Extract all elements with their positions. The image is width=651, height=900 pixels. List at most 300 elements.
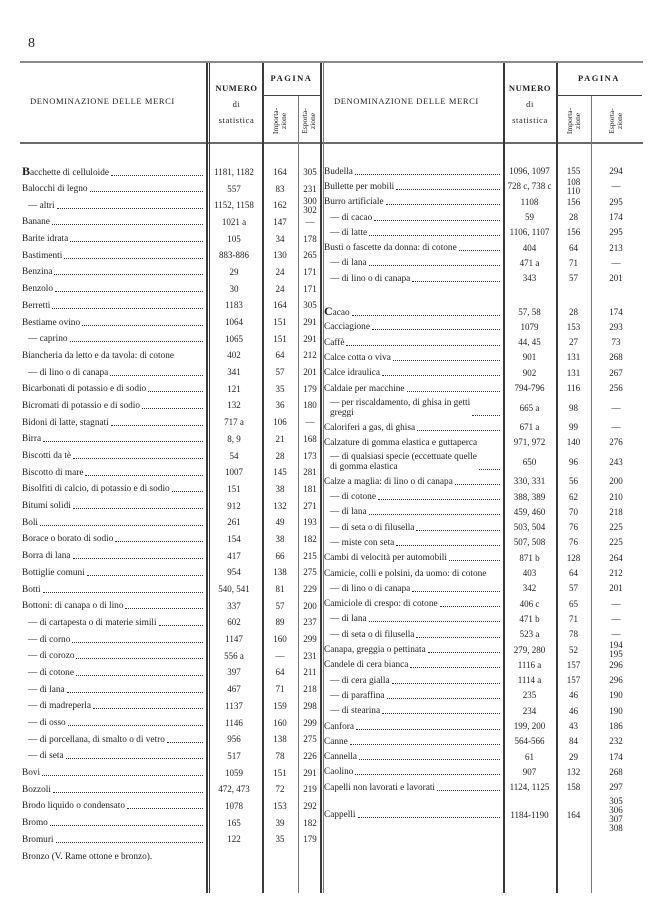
dot-leader [50, 825, 203, 826]
merce-label: Camicie, colli e polsini, da uomo: di cotone [324, 568, 487, 579]
dot-leader [53, 792, 203, 793]
merce-name [20, 251, 206, 261]
pagina-importazione: 131 [566, 352, 581, 363]
dot-leader [43, 441, 203, 442]
pagina-importazione: 27 [569, 337, 578, 348]
table-row [20, 314, 322, 331]
merce-name [20, 718, 206, 728]
pagina-esportazione: — [611, 629, 621, 640]
merce-name [20, 852, 206, 862]
numero-statistica: 883-886 [219, 250, 249, 261]
numero-statistica: 154 [227, 533, 241, 544]
merce-label: — per riscaldamento, di ghisa in getti greggi [330, 398, 471, 418]
pagina-importazione: 84 [569, 736, 578, 747]
pagina-esportazione: 173 [303, 450, 317, 461]
table-row [322, 304, 642, 319]
numero-statistica: 467 [227, 684, 241, 695]
dot-leader [142, 408, 203, 409]
pagina-esportazione: 174 [609, 212, 623, 223]
dot-leader [459, 250, 500, 251]
dot-leader [55, 291, 203, 292]
table-row [20, 364, 322, 381]
dot-leader [369, 514, 500, 515]
merce-name [322, 182, 503, 192]
table-row [20, 765, 322, 782]
pagina-importazione: 131 [566, 367, 581, 378]
table-row [20, 448, 322, 465]
merce-label: — di cera gialla [330, 675, 390, 686]
merce-label: Caolino [324, 767, 354, 778]
merce-label: Bacchette di celluloide [22, 164, 109, 179]
merce-name [322, 452, 503, 472]
merce-name [20, 551, 206, 561]
merce-label: Bidoni di latte, stagnati [22, 417, 109, 428]
pagina-esportazione: 168 [303, 433, 317, 444]
table-row [322, 673, 642, 688]
numero-statistica: 341 [227, 367, 241, 378]
merce-name [20, 301, 206, 311]
pagina-importazione: 132 [273, 500, 287, 511]
pagina-importazione: 106 [273, 417, 287, 428]
header-di: di [232, 99, 241, 109]
pagina-esportazione: — [611, 181, 621, 192]
pagina-esportazione: 194 195 [609, 640, 623, 660]
dot-leader [73, 458, 203, 459]
pagina-esportazione: 294 [609, 166, 623, 177]
dot-leader [355, 174, 500, 175]
dot-leader [369, 621, 500, 622]
pagina-importazione: 66 [275, 550, 285, 561]
merce-label: Canapa, greggia o pettinata [324, 645, 426, 656]
table-row [20, 498, 322, 515]
merce-label: Bicromati di potassio e di sodio [22, 400, 141, 411]
table-row [20, 832, 322, 849]
numero-statistica: 1183 [225, 300, 243, 311]
pagina-esportazione: 232 [609, 736, 623, 747]
merce-label: — di lana [330, 614, 367, 625]
pagina-esportazione: — [611, 422, 621, 432]
table-row [322, 335, 642, 350]
pagina-esportazione: 182 [303, 817, 317, 828]
pagina-importazione: 164 [273, 166, 287, 177]
table-row [20, 247, 322, 264]
dot-leader [472, 415, 500, 416]
pagina-importazione: 64 [569, 568, 578, 579]
dot-leader [396, 545, 500, 546]
pagina-importazione: 21 [275, 433, 285, 444]
numero-statistica: 1137 [225, 700, 243, 711]
dot-leader [369, 265, 500, 266]
numero-statistica: 199, 200 [513, 721, 546, 732]
merce-name [322, 243, 503, 253]
pagina-esportazione: 291 [303, 767, 317, 778]
pagina-esportazione: 225 [609, 537, 623, 548]
numero-statistica: 471 a [519, 257, 540, 268]
dot-leader [82, 325, 203, 326]
pagina-esportazione: 295 [609, 227, 623, 238]
merce-name [20, 418, 206, 428]
pagina-esportazione: 180 [303, 400, 317, 411]
numero-statistica: 132 [227, 400, 241, 411]
table-row [20, 414, 322, 431]
numero-statistica: 1152, 1158 [214, 200, 254, 211]
numero-statistica: 406 c [519, 598, 540, 609]
merce-label: — di cartapesta o di materie simili [28, 617, 157, 628]
table-row [322, 535, 642, 550]
merce-label: Botti [22, 584, 41, 595]
numero-statistica: 388, 389 [513, 491, 546, 502]
merce-label: Barite idrata [22, 234, 69, 245]
dot-leader [67, 692, 203, 693]
dot-leader [412, 591, 500, 592]
table-row [20, 264, 322, 281]
pagina-esportazione: 264 [609, 552, 623, 563]
pagina-importazione: 38 [275, 483, 285, 494]
pagina-esportazione: 298 [303, 700, 317, 711]
numero-statistica: 330, 331 [513, 476, 546, 487]
dot-leader [56, 842, 203, 843]
numero-statistica: 234 [522, 705, 537, 716]
merce-name [20, 835, 206, 845]
pagina-importazione: 43 [569, 721, 578, 732]
pagina-esportazione: 226 [303, 750, 317, 761]
pagina-importazione: 34 [275, 233, 285, 244]
numero-statistica: 105 [227, 233, 241, 244]
pagina-importazione: 156 [566, 196, 581, 207]
dot-leader [110, 375, 203, 376]
numero-statistica: 1096, 1097 [509, 166, 550, 177]
table-row [20, 381, 322, 398]
merce-label: — di seta o di filusella [330, 522, 415, 533]
numero-statistica: 564-566 [514, 736, 545, 747]
pagina-importazione: 35 [275, 834, 285, 845]
pagina-esportazione: 200 [303, 600, 317, 611]
pagina-esportazione: — [305, 216, 315, 227]
header-importazione-right: Importa- zione [565, 107, 582, 135]
dot-leader [392, 683, 500, 684]
pagina-esportazione: 292 [303, 800, 317, 811]
merce-name [322, 630, 503, 640]
merce-name [322, 538, 503, 548]
merce-name [322, 783, 503, 793]
table-row [20, 731, 322, 748]
pagina-importazione: 46 [569, 705, 578, 716]
merce-label: Bovi [22, 768, 41, 779]
pagina-importazione: 71 [275, 684, 285, 695]
table-row [322, 566, 642, 581]
pagina-esportazione: 212 [609, 568, 623, 579]
pagina-importazione: 83 [275, 183, 285, 194]
header-numero: NUMERO [215, 83, 258, 93]
table-row [322, 612, 642, 627]
table-row [20, 531, 322, 548]
table-body-right [322, 164, 642, 835]
numero-statistica: 57, 58 [518, 306, 541, 317]
table-row [322, 366, 642, 381]
merce-label: Canfora [324, 721, 354, 732]
table-row [20, 715, 322, 732]
merce-label: Bromo [22, 818, 48, 829]
numero-statistica: 403 [522, 568, 537, 579]
table-row [20, 197, 322, 214]
pagina-esportazione: 291 [303, 333, 317, 344]
pagina-esportazione: 171 [303, 266, 317, 277]
merce-name [322, 676, 503, 686]
dot-leader [378, 499, 500, 500]
merce-name [20, 501, 206, 511]
merce-label: — di corozo [28, 651, 75, 662]
table-row [322, 240, 642, 255]
merce-label: Bullette per mobili [324, 181, 395, 192]
merce-label: — di lana [330, 258, 367, 269]
numero-statistica: 1181, 1182 [214, 166, 254, 177]
merce-name [322, 767, 503, 777]
pagina-importazione: 138 [273, 567, 287, 578]
numero-statistica: 122 [227, 834, 241, 845]
pagina-esportazione: 201 [609, 273, 623, 284]
merce-name [322, 398, 503, 418]
table-row [20, 214, 322, 231]
merce-name [322, 691, 503, 701]
pagina-importazione: 64 [275, 667, 285, 678]
pagina-importazione: 71 [569, 257, 578, 268]
dot-leader [54, 274, 203, 275]
pagina-esportazione: 212 [303, 350, 317, 361]
pagina-esportazione: 178 [303, 233, 317, 244]
merce-label: — di lana [330, 507, 367, 518]
table-row [20, 748, 322, 765]
table-row [20, 431, 322, 448]
merce-name [322, 492, 503, 502]
pagina-importazione: 151 [273, 767, 287, 778]
numero-statistica: 397 [227, 667, 241, 678]
pagina-importazione: 78 [275, 750, 285, 761]
pagina-esportazione: 305 [303, 166, 317, 177]
dot-leader [358, 817, 501, 818]
merce-label: Biscotti da tè [22, 451, 72, 462]
merce-name [322, 507, 503, 517]
dot-leader [352, 315, 500, 316]
pagina-esportazione: 267 [609, 367, 623, 378]
numero-statistica: 1021 a [221, 216, 247, 227]
merce-name [322, 353, 503, 363]
table-row [20, 164, 322, 181]
numero-statistica: 871 b [519, 552, 540, 563]
numero-statistica: 728 c, 738 c [507, 181, 552, 192]
pagina-esportazione: 186 [609, 721, 623, 732]
merce-label: — di cacao [330, 212, 373, 223]
merce-label: Budella [324, 166, 353, 177]
pagina-esportazione: 179 [303, 383, 317, 394]
merce-label: — di qualsiasi specie (eccettuate quelle di gomma elastica [330, 452, 477, 473]
table-row [322, 396, 642, 420]
merce-label: Birra [22, 434, 42, 445]
merce-label: Cacao [324, 304, 350, 319]
numero-statistica: 665 a [519, 402, 540, 413]
pagina-importazione: 164 [273, 300, 287, 311]
pagina-esportazione: 275 [303, 734, 317, 745]
pagina-esportazione: 218 [609, 506, 623, 517]
table-row [322, 420, 642, 435]
pagina-esportazione: 299 [303, 634, 317, 645]
pagina-esportazione: 281 [303, 467, 317, 478]
merce-label: — altri [28, 200, 55, 211]
dot-leader [52, 308, 203, 309]
dot-leader [57, 208, 203, 209]
merce-name [322, 213, 503, 223]
numero-statistica: 717 a [224, 417, 244, 428]
merce-name [322, 228, 503, 238]
merce-name [322, 306, 503, 318]
numero-statistica: 671 a [519, 422, 540, 432]
pagina-importazione: 24 [275, 283, 285, 294]
dot-leader [52, 224, 203, 225]
dot-leader [73, 508, 203, 509]
merce-name [20, 184, 206, 194]
pagina-importazione: 157 [566, 675, 581, 686]
table-row [322, 640, 642, 660]
table-row [322, 450, 642, 474]
merce-name [20, 568, 206, 578]
numero-statistica: 902 [522, 367, 537, 378]
pagina-importazione: 153 [566, 321, 581, 332]
header-pagina-right: PAGINA [578, 73, 620, 83]
numero-statistica: 1078 [225, 800, 243, 811]
dot-leader [85, 475, 203, 476]
pagina-importazione: 28 [569, 212, 578, 223]
merce-label: Cambi di velocità per automobili [324, 553, 447, 564]
dot-leader [111, 175, 203, 176]
dot-leader [172, 491, 203, 492]
header-esportazione: Esporta- zione [300, 108, 317, 134]
merce-name [20, 434, 206, 444]
table-row [20, 398, 322, 415]
merce-label: Borace o borato di sodio [22, 534, 114, 545]
pagina-esportazione: 297 [609, 782, 623, 793]
merce-name [322, 569, 503, 579]
pagina-importazione: 151 [273, 317, 287, 328]
merce-name [20, 801, 206, 811]
pagina-importazione: 151 [273, 333, 287, 344]
index-table-left [20, 63, 322, 893]
numero-statistica: 503, 504 [513, 522, 546, 533]
table-row [322, 658, 642, 673]
merce-name [322, 477, 503, 487]
pagina-esportazione: 265 [303, 250, 317, 261]
pagina-importazione: 156 [566, 227, 581, 238]
dot-leader [167, 742, 203, 743]
merce-label: Benzina [22, 267, 53, 278]
pagina-importazione: 145 [273, 467, 287, 478]
table-row [322, 350, 642, 365]
pagina-esportazione: 299 [303, 717, 317, 728]
numero-statistica: 402 [227, 350, 241, 361]
pagina-importazione: 128 [566, 552, 581, 563]
pagina-importazione: 57 [275, 600, 285, 611]
table-row [322, 210, 642, 225]
merce-label: — caprino [28, 334, 68, 345]
numero-statistica: 30 [229, 283, 239, 294]
merce-label: Capelli non lavorati e lavorati [324, 782, 436, 793]
dot-leader [68, 725, 203, 726]
pagina-esportazione: 231 [303, 183, 317, 194]
index-table-right [322, 63, 642, 893]
dot-leader [350, 744, 500, 745]
dot-leader [43, 592, 203, 593]
dot-leader [90, 191, 203, 192]
numero-statistica: 1108 [520, 196, 539, 207]
merce-label: — miste con seta [330, 537, 395, 548]
numero-statistica: 954 [227, 567, 241, 578]
pagina-importazione: 164 [566, 809, 581, 820]
dot-leader [416, 637, 500, 638]
table-row [20, 281, 322, 298]
table-row [20, 615, 322, 632]
pagina-esportazione: 305 306 307 308 [609, 796, 623, 834]
merce-name [20, 217, 206, 227]
dot-leader [382, 713, 500, 714]
merce-name [20, 751, 206, 761]
pagina-esportazione: 218 [303, 684, 317, 695]
pagina-esportazione: 174 [609, 306, 623, 317]
pagina-esportazione: 293 [609, 321, 623, 332]
pagina-importazione: 159 [273, 700, 287, 711]
merce-name [20, 468, 206, 478]
pagina-importazione: 49 [275, 517, 285, 528]
numero-statistica: 956 [227, 734, 241, 745]
merce-name [322, 722, 503, 732]
pagina-esportazione: 225 [609, 522, 623, 533]
table-row [20, 464, 322, 481]
merce-name [20, 201, 206, 211]
merce-name [20, 735, 206, 745]
merce-name [322, 523, 503, 533]
dot-leader [346, 345, 500, 346]
dot-leader [355, 774, 500, 775]
merce-name [20, 785, 206, 795]
numero-statistica: 1114 a [517, 675, 542, 686]
table-row [322, 164, 642, 179]
merce-label: — di stearina [330, 706, 381, 717]
pagina-importazione: 155 [566, 166, 581, 177]
numero-statistica: 517 [227, 750, 241, 761]
table-row [20, 231, 322, 248]
dot-leader [382, 375, 500, 376]
table-row [20, 665, 322, 682]
pagina-esportazione: 73 [611, 337, 621, 348]
dot-leader [127, 808, 203, 809]
numero-statistica: 1124, 1125 [509, 782, 550, 793]
dot-leader [73, 558, 203, 559]
dot-leader [437, 790, 500, 791]
merce-name [20, 318, 206, 328]
header-numero-right: NUMERO [508, 83, 552, 93]
merce-name [20, 484, 206, 494]
dot-leader [396, 189, 500, 190]
numero-statistica: 342 [522, 583, 537, 594]
pagina-importazione: 46 [569, 690, 578, 701]
table-row [322, 271, 642, 286]
merce-label: Bastimenti [22, 250, 63, 261]
merce-name [20, 635, 206, 645]
merce-label: — di lino o di canapa [330, 583, 411, 594]
merce-label: Canne [324, 736, 348, 747]
merce-label: — di osso [28, 718, 66, 729]
pagina-esportazione: 210 [609, 491, 623, 502]
header-statistica-right: statistica [512, 115, 548, 125]
dot-leader [393, 360, 500, 361]
numero-statistica: 472, 473 [218, 784, 250, 795]
